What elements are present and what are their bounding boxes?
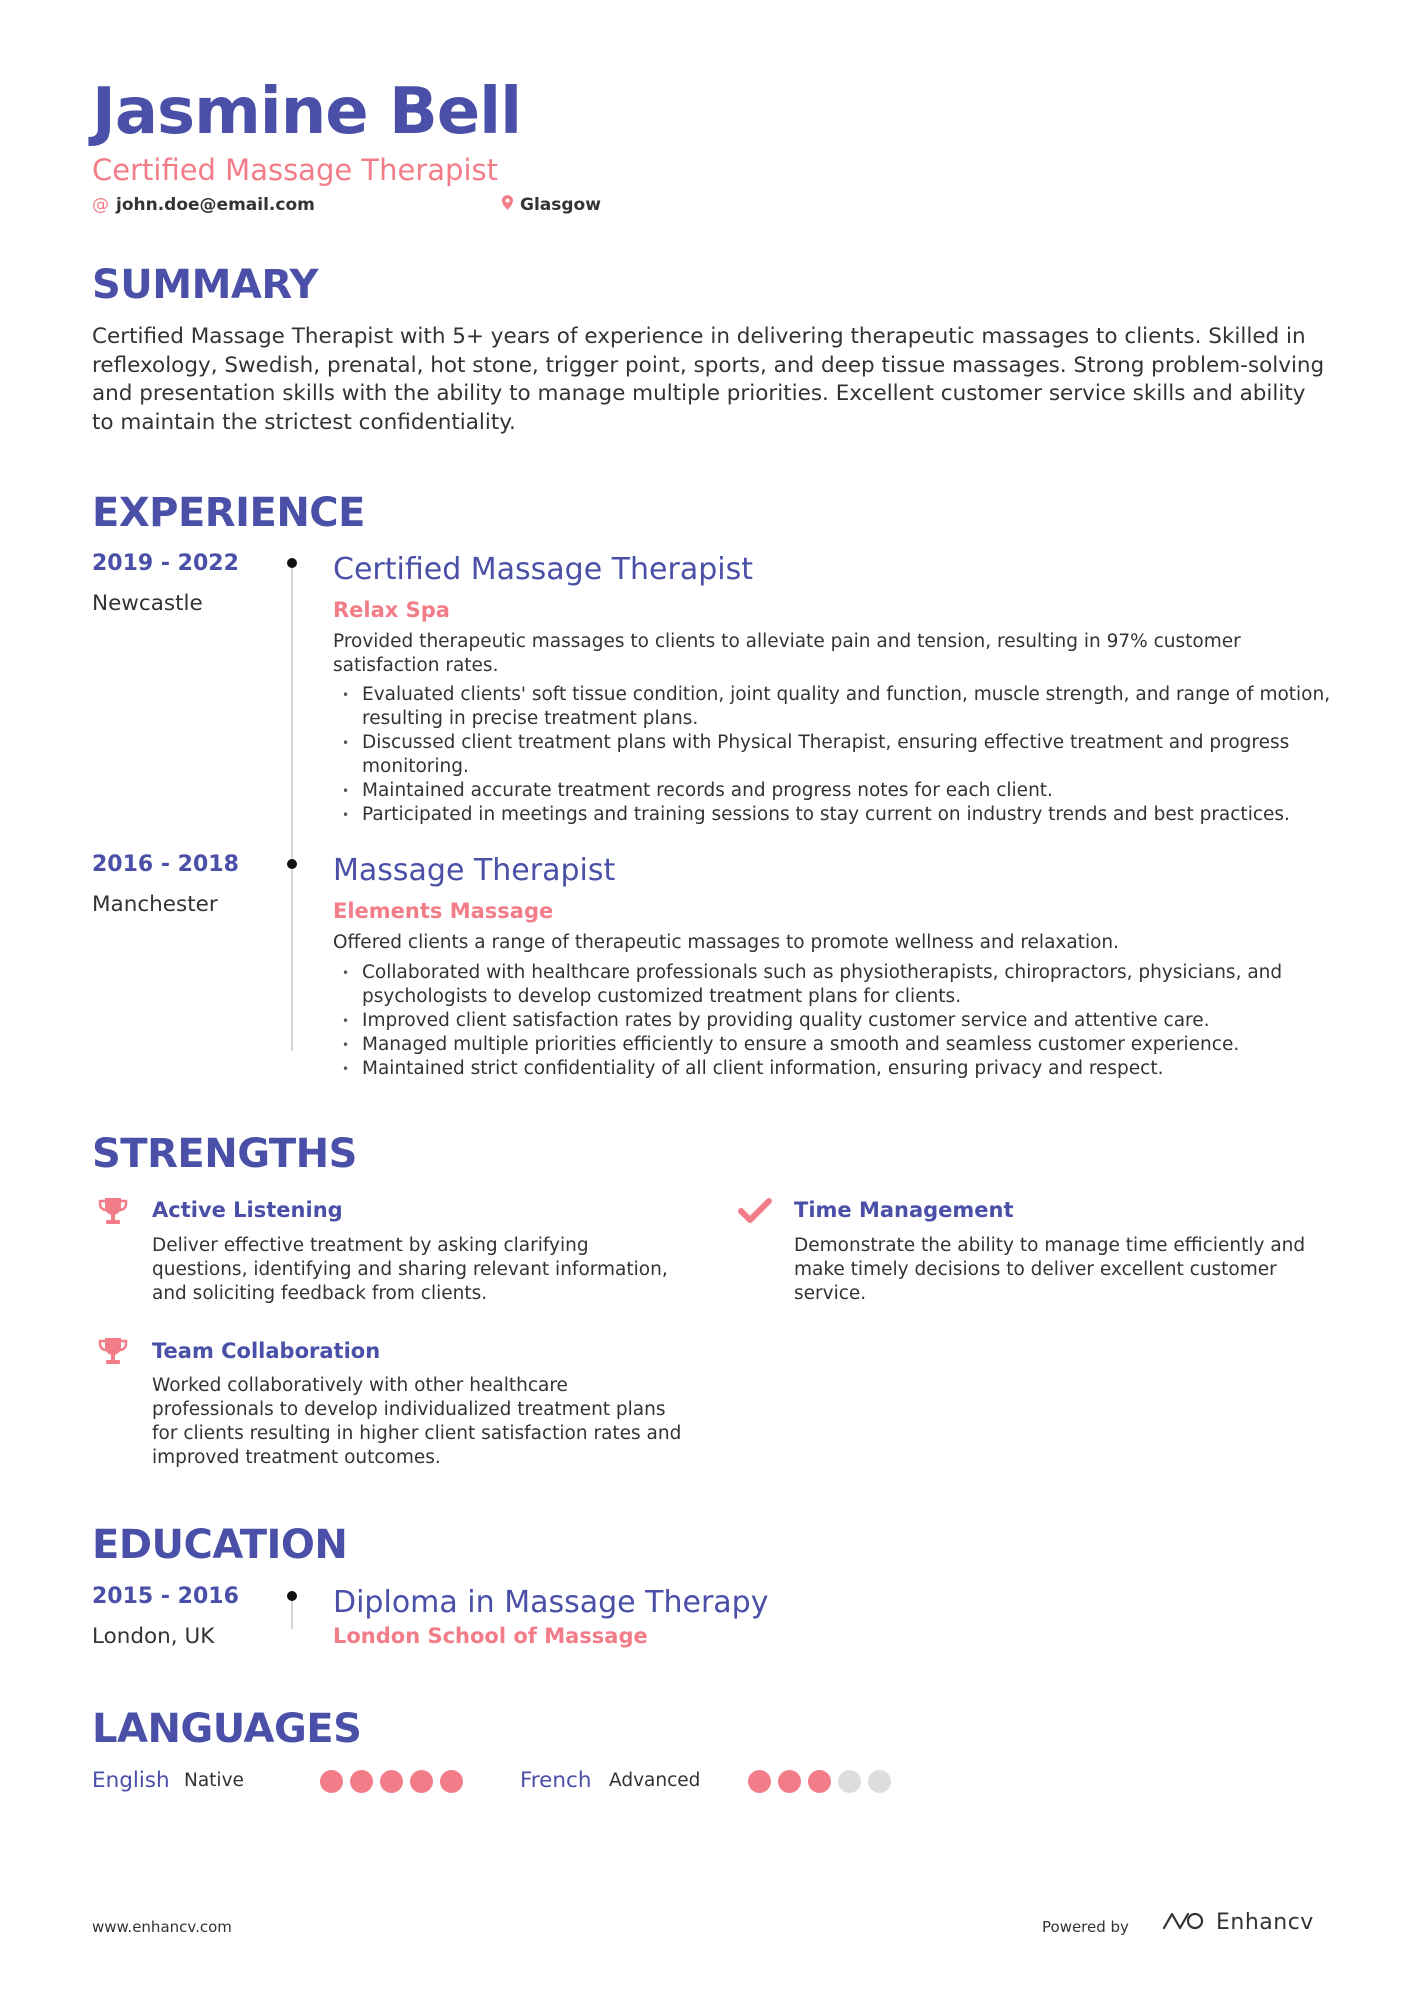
contact-email [92,193,315,217]
language-level: Native [184,1770,244,1791]
job-company: Relax Spa [333,598,450,622]
job-bullets [333,683,1333,827]
timeline-dot [287,558,297,568]
list-item: • Improved client satisfaction rates by providing quality customer service and attentive care. [333,1009,1333,1033]
strength-description: Demonstrate the ability to manage time efficiently and make timely decisions to deliver excellent customer service. [794,1235,1306,1304]
email-text: john.doe@email.com [116,195,315,215]
strength-title: Time Management [794,1198,1014,1222]
list-item: • Discussed client treatment plans with Physical Therapist, ensuring effective treatment and progress monitoring. [333,731,1333,779]
candidate-name: Jasmine Bell [92,75,522,149]
job-dates: 2019 - 2022 [92,551,239,576]
location-pin-icon [502,193,513,217]
job-description: Provided therapeutic massages to clients to alleviate pain and tension, resulting in 97% customer satisfaction rates. [333,631,1241,676]
rating-dot-filled [350,1770,373,1793]
language-name: English [92,1768,170,1793]
enhancv-logo-text: Enhancv [1216,1910,1314,1935]
strength-description: Worked collaboratively with other healthcare professionals to develop individualized treatment plans for clients resulting in higher client satisfaction rates and improved treatment outcomes. [152,1375,682,1468]
education-degree: Diploma in Massage Therapy [333,1585,769,1620]
timeline-dot [287,1591,297,1601]
list-item: • Managed multiple priorities efficiently to ensure a smooth and seamless customer experience. [333,1033,1333,1057]
list-item: • Participated in meetings and training sessions to stay current on industry trends and best practices. [333,803,1333,827]
list-item: • Evaluated clients' soft tissue condition, joint quality and function, muscle strength, and range of motion, resulting in precise treatment plans. [333,683,1333,731]
summary-heading: SUMMARY [92,262,318,308]
rating-dot-filled [778,1770,801,1793]
rating-dot-filled [410,1770,433,1793]
footer-url[interactable]: www.enhancv.com [92,1918,232,1936]
language-rating [748,1770,891,1793]
experience-timeline [291,563,293,1051]
education-dates: 2015 - 2016 [92,1584,239,1609]
job-bullets [333,961,1333,1081]
contact-location [502,193,601,217]
strength-description: Deliver effective treatment by asking clarifying questions, identifying and sharing relevant information, and soliciting feedback from clients. [152,1235,668,1304]
rating-dot-empty [838,1770,861,1793]
rating-dot-filled [808,1770,831,1793]
trophy-icon [96,1194,130,1228]
at-icon: @ [92,195,109,215]
rating-dot-filled [320,1770,343,1793]
rating-dot-filled [380,1770,403,1793]
language-rating [320,1770,463,1793]
strength-title: Active Listening [152,1198,343,1222]
job-dates: 2016 - 2018 [92,852,239,877]
job-location: Newcastle [92,591,203,616]
strength-title: Team Collaboration [152,1339,381,1363]
rating-dot-filled [748,1770,771,1793]
enhancv-logo[interactable] [1160,1908,1314,1938]
rating-dot-filled [440,1770,463,1793]
enhancv-logo-icon [1160,1909,1206,1937]
job-role: Certified Massage Therapist [333,552,753,587]
job-description: Offered clients a range of therapeutic massages to promote wellness and relaxation. [333,932,1120,953]
job-role: Massage Therapist [333,853,616,888]
powered-by-label: Powered by [1042,1918,1129,1936]
education-location: London, UK [92,1624,215,1649]
languages-heading: LANGUAGES [92,1706,362,1752]
education-heading: EDUCATION [92,1522,348,1568]
list-item: • Maintained strict confidentiality of all client information, ensuring privacy and respect. [333,1057,1333,1081]
job-location: Manchester [92,892,218,917]
language-level: Advanced [609,1770,701,1791]
checkmark-icon [738,1194,772,1228]
experience-heading: EXPERIENCE [92,490,365,536]
candidate-title: Certified Massage Therapist [92,153,498,187]
trophy-icon [96,1334,130,1368]
summary-text: Certified Massage Therapist with 5+ years of experience in delivering therapeutic massages to clients. Skilled in reflexology, Swedish, prenatal, hot stone, trigger point, sports, and deep tissue massages. Strong problem-solving and presentation skills with the ability to manage multiple priorities. Excellent customer service skills and ability to maintain the strictest confidentiality. [92,324,1325,435]
strengths-heading: STRENGTHS [92,1131,357,1177]
rating-dot-empty [868,1770,891,1793]
location-text: Glasgow [520,195,601,215]
list-item: • Collaborated with healthcare professionals such as physiotherapists, chiropractors, physicians, and psychologists to develop customized treatment plans for clients. [333,961,1333,1009]
language-name: French [520,1768,592,1793]
timeline-dot [287,859,297,869]
education-school: London School of Massage [333,1624,648,1648]
list-item: • Maintained accurate treatment records and progress notes for each client. [333,779,1333,803]
education-timeline [291,1597,293,1629]
job-company: Elements Massage [333,899,554,923]
